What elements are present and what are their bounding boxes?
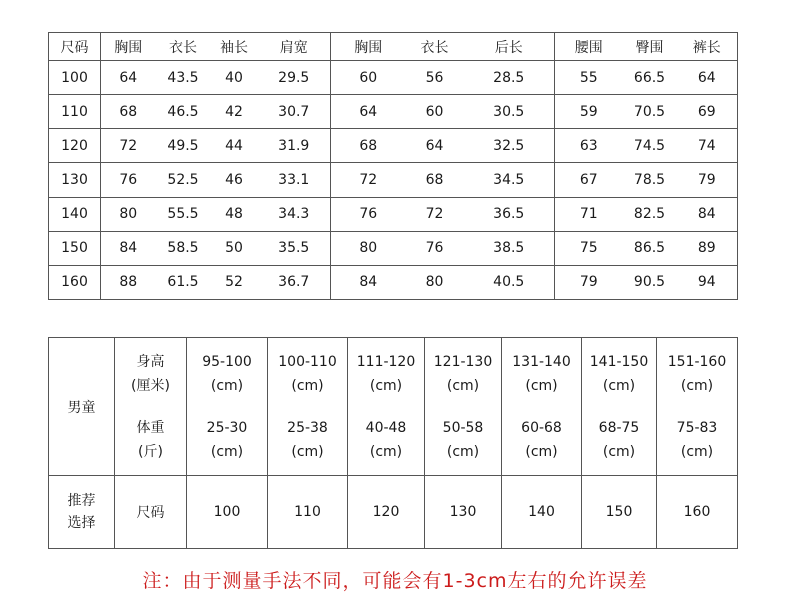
cell-waist: 79 (555, 265, 623, 299)
cell-top-length: 46.5 (156, 95, 211, 129)
cell-waist: 63 (555, 129, 623, 163)
cell-back-length: 38.5 (464, 231, 555, 265)
cell-waist: 55 (555, 61, 623, 95)
height-weight-cell (268, 338, 348, 476)
select-label-line2: 选择 (67, 515, 96, 531)
cell-sleeve-length: 40 (211, 61, 258, 95)
cell-top-chest: 68 (101, 95, 156, 129)
cell-shoulder-width: 33.1 (258, 163, 331, 197)
recommended-size: 150 (582, 476, 657, 549)
cell-pants-length: 79 (677, 163, 738, 197)
height-weight-cell (348, 338, 425, 476)
cell-top-chest: 72 (101, 129, 156, 163)
weight-unit-label: (斤) (138, 443, 163, 460)
weight-range: 60-68 (521, 419, 562, 436)
size-row (49, 129, 738, 163)
cell-pants-length: 64 (677, 61, 738, 95)
height-unit: (cm) (680, 377, 714, 394)
cell-vest-length: 60 (406, 95, 464, 129)
weight-unit: (cm) (446, 443, 480, 460)
measure-labels-cell (115, 338, 187, 476)
weight-range: 25-38 (287, 419, 328, 436)
cell-size: 140 (49, 197, 101, 231)
recommended-size: 110 (268, 476, 348, 549)
weight-range: 40-48 (365, 419, 407, 436)
recommended-size: 120 (348, 476, 425, 549)
cell-hip: 70.5 (623, 95, 677, 129)
height-unit: (cm) (291, 377, 324, 394)
select-label-cell (49, 476, 115, 549)
cell-top-length: 52.5 (156, 163, 211, 197)
cell-shoulder-width: 35.5 (258, 231, 331, 265)
weight-range: 75-83 (676, 419, 718, 436)
cell-top-length: 49.5 (156, 129, 211, 163)
cell-pants-length: 84 (677, 197, 738, 231)
cell-hip: 66.5 (623, 61, 677, 95)
size-row (49, 231, 738, 265)
cell-shoulder-width: 31.9 (258, 129, 331, 163)
cell-top-length: 43.5 (156, 61, 211, 95)
weight-label: 体重 (136, 419, 165, 436)
header-pants-length: 裤长 (677, 33, 738, 61)
cell-vest-length: 56 (406, 61, 464, 95)
cell-top-length: 61.5 (156, 265, 211, 299)
cell-top-chest: 80 (101, 197, 156, 231)
recommended-size: 100 (187, 476, 268, 549)
cell-vest-chest: 64 (331, 95, 406, 129)
weight-unit: (cm) (210, 443, 244, 460)
height-weight-cell (502, 338, 582, 476)
height-unit: (cm) (525, 377, 558, 394)
size-row (49, 265, 738, 299)
height-unit: (cm) (369, 377, 403, 394)
cell-vest-chest: 60 (331, 61, 406, 95)
cell-size: 150 (49, 231, 101, 265)
header-size: 尺码 (49, 33, 101, 61)
cell-vest-chest: 84 (331, 265, 406, 299)
size-row (49, 95, 738, 129)
cell-top-length: 58.5 (156, 231, 211, 265)
header-sleeve-length: 袖长 (211, 33, 258, 61)
size-row (49, 197, 738, 231)
height-range: 121-130 (433, 353, 493, 370)
cell-top-chest: 76 (101, 163, 156, 197)
size-chart-table (48, 32, 738, 300)
height-range: 100-110 (278, 353, 337, 370)
header-vest-length: 衣长 (406, 33, 464, 61)
cell-size: 110 (49, 95, 101, 129)
cell-hip: 82.5 (623, 197, 677, 231)
size-row (49, 163, 738, 197)
header-hip: 臀围 (623, 33, 677, 61)
recommendation-size-row (49, 476, 738, 549)
weight-unit: (cm) (291, 443, 324, 460)
cell-back-length: 36.5 (464, 197, 555, 231)
size-row (49, 61, 738, 95)
cell-hip: 78.5 (623, 163, 677, 197)
height-weight-cell (425, 338, 502, 476)
cell-size: 130 (49, 163, 101, 197)
cell-waist: 71 (555, 197, 623, 231)
header-shoulder-width: 肩宽 (258, 33, 331, 61)
cell-vest-length: 76 (406, 231, 464, 265)
cell-pants-length: 89 (677, 231, 738, 265)
header-waist: 腰围 (555, 33, 623, 61)
cell-size: 160 (49, 265, 101, 299)
cell-vest-chest: 80 (331, 231, 406, 265)
cell-sleeve-length: 50 (211, 231, 258, 265)
cell-shoulder-width: 29.5 (258, 61, 331, 95)
header-top-chest: 胸围 (101, 33, 156, 61)
header-back-length: 后长 (464, 33, 555, 61)
cell-waist: 75 (555, 231, 623, 265)
cell-vest-length: 64 (406, 129, 464, 163)
cell-top-chest: 64 (101, 61, 156, 95)
size-recommendation-table (48, 337, 738, 549)
cell-back-length: 28.5 (464, 61, 555, 95)
cell-hip: 86.5 (623, 231, 677, 265)
cell-vest-chest: 76 (331, 197, 406, 231)
select-label-line1: 推荐 (67, 493, 96, 509)
weight-unit: (cm) (369, 443, 403, 460)
weight-unit: (cm) (680, 443, 714, 460)
height-weight-cell (582, 338, 657, 476)
cell-sleeve-length: 52 (211, 265, 258, 299)
cell-shoulder-width: 36.7 (258, 265, 331, 299)
cell-pants-length: 74 (677, 129, 738, 163)
size-label: 尺码 (115, 476, 187, 549)
height-range: 131-140 (512, 353, 571, 370)
group-label: 男童 (49, 338, 115, 476)
weight-unit: (cm) (602, 443, 636, 460)
cell-size: 120 (49, 129, 101, 163)
height-weight-cell (187, 338, 268, 476)
cell-vest-length: 72 (406, 197, 464, 231)
cell-back-length: 30.5 (464, 95, 555, 129)
cell-size: 100 (49, 61, 101, 95)
height-range: 111-120 (356, 353, 416, 370)
cell-pants-length: 94 (677, 265, 738, 299)
cell-vest-length: 68 (406, 163, 464, 197)
cell-shoulder-width: 34.3 (258, 197, 331, 231)
recommended-size: 140 (502, 476, 582, 549)
cell-vest-length: 80 (406, 265, 464, 299)
height-unit: (cm) (210, 377, 244, 394)
cell-hip: 90.5 (623, 265, 677, 299)
cell-vest-chest: 68 (331, 129, 406, 163)
height-range: 141-150 (589, 353, 649, 370)
height-unit-label: (厘米) (131, 377, 170, 394)
cell-back-length: 34.5 (464, 163, 555, 197)
cell-hip: 74.5 (623, 129, 677, 163)
cell-sleeve-length: 46 (211, 163, 258, 197)
height-label: 身高 (136, 353, 165, 370)
measurement-error-note: 注：由于测量手法不同，可能会有1-3cm左右的允许误差 (142, 570, 648, 592)
recommended-size: 130 (425, 476, 502, 549)
cell-back-length: 40.5 (464, 265, 555, 299)
weight-range: 68-75 (598, 419, 640, 436)
header-vest-chest: 胸围 (331, 33, 406, 61)
recommendation-measure-row (49, 338, 738, 476)
weight-range: 50-58 (442, 419, 484, 436)
cell-waist: 59 (555, 95, 623, 129)
cell-waist: 67 (555, 163, 623, 197)
height-unit: (cm) (602, 377, 636, 394)
cell-sleeve-length: 44 (211, 129, 258, 163)
recommended-size: 160 (657, 476, 738, 549)
cell-sleeve-length: 48 (211, 197, 258, 231)
cell-top-chest: 84 (101, 231, 156, 265)
cell-vest-chest: 72 (331, 163, 406, 197)
height-unit: (cm) (446, 377, 480, 394)
header-top-length: 衣长 (156, 33, 211, 61)
height-range: 151-160 (667, 353, 727, 370)
cell-shoulder-width: 30.7 (258, 95, 331, 129)
size-chart-header-row (49, 33, 738, 61)
cell-top-length: 55.5 (156, 197, 211, 231)
cell-back-length: 32.5 (464, 129, 555, 163)
cell-top-chest: 88 (101, 265, 156, 299)
size-chart-body (49, 61, 738, 300)
weight-unit: (cm) (525, 443, 558, 460)
height-range: 95-100 (202, 353, 252, 370)
height-weight-cell (657, 338, 738, 476)
cell-pants-length: 69 (677, 95, 738, 129)
weight-range: 25-30 (206, 419, 248, 436)
cell-sleeve-length: 42 (211, 95, 258, 129)
